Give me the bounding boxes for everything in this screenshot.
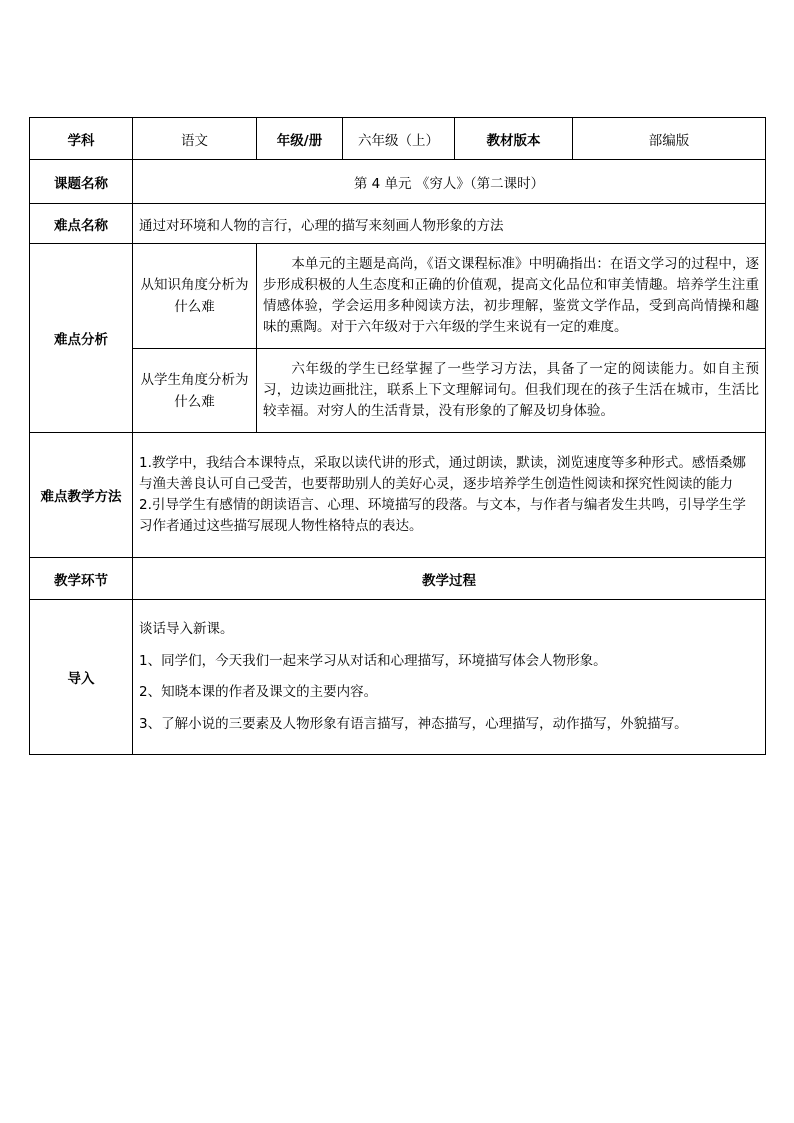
difficulty-value: 通过对环境和人物的言行，心理的描写来刻画人物形象的方法 [133, 204, 766, 244]
edition-label: 教材版本 [455, 118, 573, 160]
analysis-knowledge-row [30, 244, 766, 349]
edition-value: 部编版 [573, 118, 766, 160]
method-content [133, 433, 766, 558]
intro-label: 导入 [30, 600, 133, 755]
lesson-value: 第 4 单元 《穷人》（第二课时） [133, 160, 766, 204]
header-row [30, 118, 766, 160]
process-label: 教学过程 [133, 558, 766, 600]
subject-value: 语文 [133, 118, 257, 160]
method-row [30, 433, 766, 558]
intro-content [133, 600, 766, 755]
process-header-row [30, 558, 766, 600]
grade-value: 六年级（上） [343, 118, 455, 160]
lesson-label: 课题名称 [30, 160, 133, 204]
knowledge-analysis-text: 本单元的主题是高尚，《语文课程标准》中明确指出：在语文学习的过程中，逐步形成积极的人生态度和正确的价值观，提高文化品位和审美情趣。培养学生注重情感体验，学会运用多种阅读方法，初步理解，鉴赏文学作品，受到高尚情操和趣味的熏陶。对于六年级对于六年级的学生来说有一定的难度。 [257, 244, 766, 349]
lesson-plan-table [29, 117, 766, 755]
intro-line: 3、了解小说的三要素及人物形象有语言描写，神态描写，心理描写，动作描写，外貌描写。 [139, 715, 688, 732]
grade-label: 年级/册 [257, 118, 343, 160]
intro-line: 2、知晓本课的作者及课文的主要内容。 [139, 684, 378, 700]
lesson-row [30, 160, 766, 204]
student-analysis-label: 从学生角度分析为什么难 [133, 349, 257, 433]
difficulty-row [30, 204, 766, 244]
difficulty-label: 难点名称 [30, 204, 133, 244]
knowledge-analysis-label: 从知识角度分析为什么难 [133, 244, 257, 349]
intro-line: 谈话导入新课。 [139, 621, 234, 637]
stage-label: 教学环节 [30, 558, 133, 600]
method-item-1: 1.教学中，我结合本课特点，采取以读代讲的形式，通过朗读，默读，浏览速度等多种形式。感悟桑娜与渔夫善良认可自己受苦，也要帮助别人的美好心灵，逐步培养学生创造性阅读和探究性阅读的能力 [139, 455, 746, 492]
student-analysis-text: 六年级的学生已经掌握了一些学习方法，具备了一定的阅读能力。如自主预习，边读边画批注，联系上下文理解词句。但我们现在的孩子生活在城市，生活比较幸福。对穷人的生活背景，没有形象的了解及切身体验。 [257, 349, 766, 433]
subject-label: 学科 [30, 118, 133, 160]
method-item-2: 2.引导学生有感情的朗读语言、心理、环境描写的段落。与文本，与作者与编者发生共鸣，引导学生学习作者通过这些描写展现人物性格特点的表达。 [139, 497, 746, 534]
method-label: 难点教学方法 [30, 433, 133, 558]
intro-line: 1、同学们，今天我们一起来学习从对话和心理描写，环境描写体会人物形象。 [139, 652, 607, 669]
analysis-student-row [30, 349, 766, 433]
analysis-label: 难点分析 [30, 244, 133, 433]
intro-row [30, 600, 766, 755]
